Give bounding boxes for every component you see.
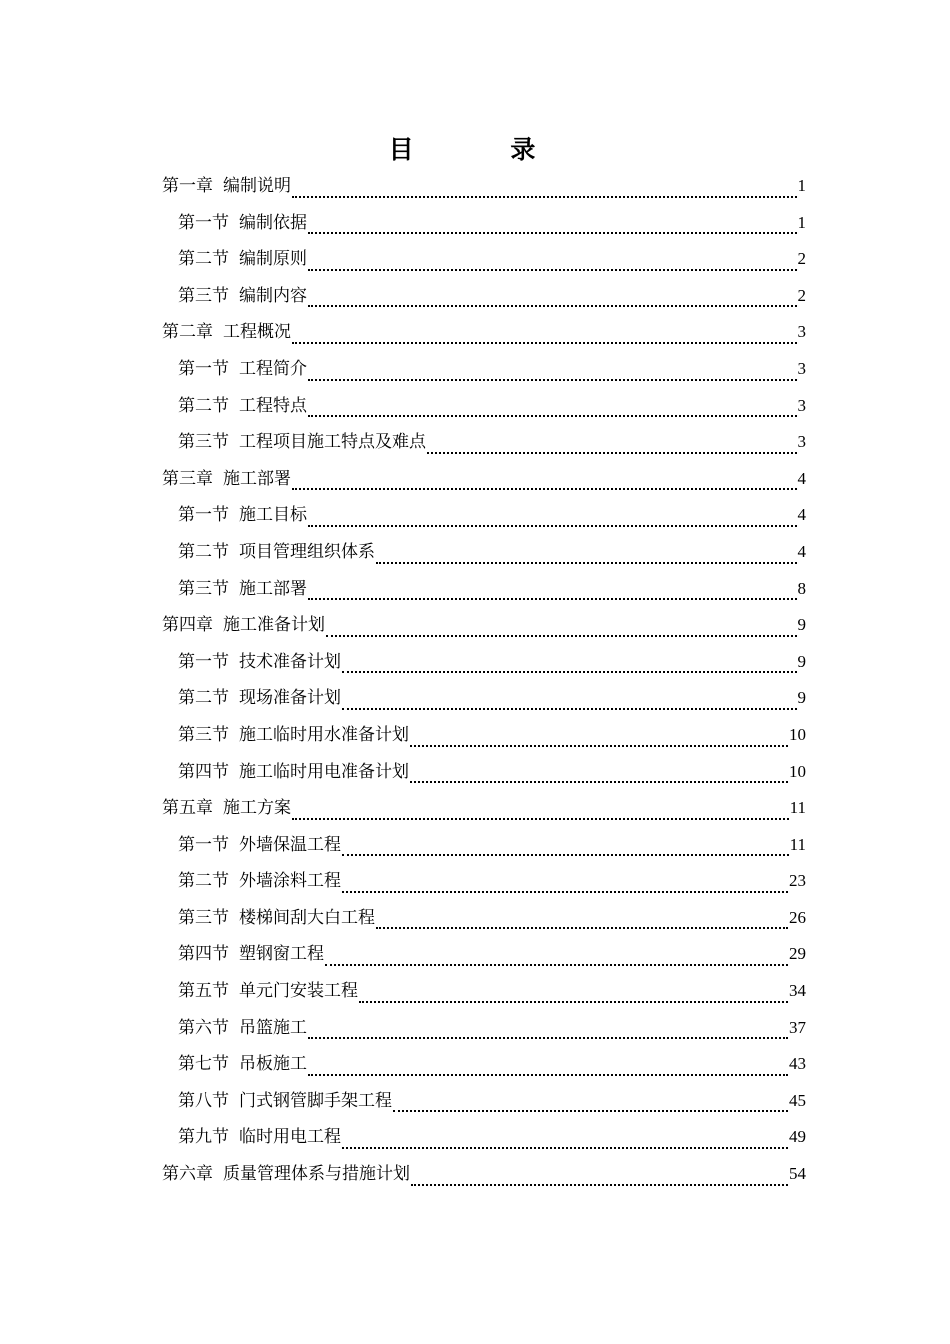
- toc-dot-leader: [308, 305, 797, 307]
- toc-chapter-entry[interactable]: [162, 1156, 806, 1193]
- toc-entry-label: [178, 241, 307, 278]
- toc-entry-label: [178, 717, 409, 754]
- toc-entry-number: 第二节: [178, 249, 229, 270]
- toc-entry-label: [178, 827, 341, 864]
- toc-page-number: 4: [797, 468, 806, 488]
- toc-entry-label: [178, 278, 307, 315]
- toc-dot-leader: [292, 818, 789, 820]
- toc-page-number: 9: [797, 615, 806, 635]
- toc-dot-leader: [325, 964, 788, 966]
- toc-entry-title: 施工临时用水准备计划: [239, 724, 409, 745]
- toc-dot-leader: [292, 488, 797, 490]
- toc-dot-leader: [342, 891, 788, 893]
- toc-page-number: 26: [789, 907, 806, 927]
- toc-entry-label: [178, 388, 307, 425]
- toc-entry-number: 第一节: [178, 212, 229, 233]
- toc-entry-title: 施工方案: [223, 798, 291, 819]
- toc-entry-title: 塑钢窗工程: [239, 944, 324, 965]
- toc-entry-number: 第一节: [178, 358, 229, 379]
- toc-page-number: 3: [797, 432, 806, 452]
- toc-chapter-entry[interactable]: [162, 790, 806, 827]
- toc-page-number: 34: [789, 981, 806, 1001]
- toc-dot-leader: [427, 452, 797, 454]
- toc-entry-label: [162, 790, 291, 827]
- toc-title: 目 录: [388, 135, 580, 164]
- toc-section-entry[interactable]: [162, 1119, 806, 1156]
- toc-page-number: 4: [797, 541, 806, 561]
- toc-entry-number: 第三节: [178, 578, 229, 599]
- toc-entry-label: [178, 863, 341, 900]
- toc-entry-title: 吊篮施工: [239, 1017, 307, 1038]
- toc-section-entry[interactable]: [162, 973, 806, 1010]
- toc-dot-leader: [342, 671, 797, 673]
- toc-entry-label: [178, 424, 426, 461]
- toc-entry-label: [178, 1046, 307, 1083]
- toc-dot-leader: [292, 342, 797, 344]
- toc-entry-title: 项目管理组织体系: [239, 541, 375, 562]
- toc-page-number: 4: [797, 505, 806, 525]
- toc-dot-leader: [342, 708, 797, 710]
- toc-entry-number: 第六节: [178, 1017, 229, 1038]
- toc-entry-label: [178, 534, 375, 571]
- toc-page-number: 10: [789, 761, 806, 781]
- toc-section-entry[interactable]: [162, 827, 806, 864]
- toc-dot-leader: [342, 1147, 788, 1149]
- toc-entry-number: 第七节: [178, 1054, 229, 1075]
- toc-section-entry[interactable]: [162, 388, 806, 425]
- toc-section-entry[interactable]: [162, 936, 806, 973]
- toc-dot-leader: [308, 525, 797, 527]
- toc-entry-title: 吊板施工: [239, 1054, 307, 1075]
- toc-entry-title: 施工准备计划: [223, 615, 325, 636]
- toc-entry-number: 第二节: [178, 395, 229, 416]
- toc-section-entry[interactable]: [162, 534, 806, 571]
- toc-entry-number: 第一章: [162, 176, 213, 196]
- toc-section-entry[interactable]: [162, 900, 806, 937]
- toc-dot-leader: [308, 1074, 788, 1076]
- toc-dot-leader: [411, 1184, 788, 1186]
- toc-section-entry[interactable]: [162, 571, 806, 608]
- toc-entry-title: 编制内容: [239, 285, 307, 306]
- toc-chapter-entry[interactable]: [162, 461, 806, 498]
- toc-entry-label: [162, 461, 291, 498]
- toc-entry-number: 第二节: [178, 541, 229, 562]
- toc-page-number: 2: [797, 285, 806, 305]
- toc-dot-leader: [359, 1001, 788, 1003]
- toc-dot-leader: [376, 927, 788, 929]
- toc-dot-leader: [308, 415, 797, 417]
- toc-entry-label: [178, 936, 324, 973]
- toc-dot-leader: [308, 379, 797, 381]
- toc-entry-label: [162, 607, 325, 644]
- toc-entry-label: [178, 205, 307, 242]
- toc-dot-leader: [308, 232, 797, 234]
- toc-page-number: 29: [789, 944, 806, 964]
- toc-page-number: 3: [797, 395, 806, 415]
- toc-entry-title: 编制依据: [239, 212, 307, 233]
- toc-entry-number: 第五章: [162, 798, 213, 819]
- toc-entry-title: 施工部署: [239, 578, 307, 599]
- toc-page-number: 11: [789, 798, 806, 818]
- toc-entry-label: [178, 754, 409, 791]
- toc-entry-title: 技术准备计划: [239, 651, 341, 672]
- toc-entry-title: 施工目标: [239, 505, 307, 526]
- toc-page-number: 54: [789, 1164, 806, 1184]
- toc-entry-title: 工程项目施工特点及难点: [239, 432, 426, 453]
- toc-entry-title: 门式钢管脚手架工程: [239, 1090, 392, 1111]
- toc-page-number: 1: [797, 212, 806, 232]
- toc-dot-leader: [410, 781, 788, 783]
- toc-page-number: 8: [797, 578, 806, 598]
- toc-section-entry[interactable]: [162, 351, 806, 388]
- toc-chapter-entry[interactable]: [162, 607, 806, 644]
- toc-entry-number: 第一节: [178, 505, 229, 526]
- toc-dot-leader: [308, 598, 797, 600]
- toc-entry-number: 第三节: [178, 432, 229, 453]
- toc-chapter-entry[interactable]: [162, 168, 806, 205]
- toc-entry-label: [178, 1010, 307, 1047]
- toc-dot-leader: [393, 1110, 788, 1112]
- toc-page-number: 23: [789, 871, 806, 891]
- toc-section-entry[interactable]: [162, 424, 806, 461]
- toc-page-number: 43: [789, 1054, 806, 1074]
- toc-entry-number: 第三节: [178, 724, 229, 745]
- toc-dot-leader: [292, 196, 797, 198]
- toc-entry-number: 第一节: [178, 834, 229, 855]
- toc-dot-leader: [326, 635, 797, 637]
- toc-dot-leader: [308, 1037, 788, 1039]
- toc-entry-label: [178, 900, 375, 937]
- toc-section-entry[interactable]: [162, 1046, 806, 1083]
- toc-entry-label: [162, 168, 291, 205]
- toc-chapter-entry[interactable]: [162, 314, 806, 351]
- toc-page-number: 9: [797, 688, 806, 708]
- toc-entry-label: [178, 973, 358, 1010]
- toc-section-entry[interactable]: [162, 1010, 806, 1047]
- toc-entry-title: 单元门安装工程: [239, 981, 358, 1002]
- toc-entry-number: 第一节: [178, 651, 229, 672]
- toc-entry-number: 第三节: [178, 285, 229, 306]
- toc-entry-title: 临时用电工程: [239, 1127, 341, 1148]
- toc-dot-leader: [308, 269, 797, 271]
- toc-section-entry[interactable]: [162, 278, 806, 315]
- toc-entry-label: [178, 1083, 392, 1120]
- toc-entry-number: 第六章: [162, 1164, 213, 1185]
- toc-entry-label: [178, 644, 341, 681]
- toc-page-number: 49: [789, 1127, 806, 1147]
- toc-entry-number: 第四节: [178, 944, 229, 965]
- toc-entry-label: [178, 571, 307, 608]
- toc-page-number: 45: [789, 1090, 806, 1110]
- toc-entry-label: [162, 314, 291, 351]
- toc-page-number: 3: [797, 358, 806, 378]
- toc-dot-leader: [376, 562, 797, 564]
- toc-entry-title: 工程特点: [239, 395, 307, 416]
- toc-section-entry[interactable]: [162, 644, 806, 681]
- toc-entry-title: 外墙保温工程: [239, 834, 341, 855]
- toc-list: [162, 168, 806, 1193]
- toc-section-entry[interactable]: [162, 863, 806, 900]
- toc-section-entry[interactable]: [162, 1083, 806, 1120]
- toc-entry-label: [178, 497, 307, 534]
- toc-entry-title: 楼梯间刮大白工程: [239, 907, 375, 928]
- toc-entry-label: [178, 680, 341, 717]
- toc-page-number: 11: [789, 834, 806, 854]
- toc-entry-number: 第二章: [162, 322, 213, 343]
- toc-entry-number: 第五节: [178, 981, 229, 1002]
- toc-entry-title: 质量管理体系与措施计划: [223, 1164, 410, 1185]
- toc-entry-number: 第四节: [178, 761, 229, 782]
- toc-page-number: 9: [797, 651, 806, 671]
- toc-entry-title: 编制说明: [223, 176, 291, 196]
- toc-page-number: 2: [797, 249, 806, 269]
- toc-dot-leader: [342, 854, 789, 856]
- toc-page-number: 1: [797, 176, 806, 195]
- toc-entry-label: [178, 351, 307, 388]
- toc-section-entry[interactable]: [162, 497, 806, 534]
- toc-entry-number: 第二节: [178, 871, 229, 892]
- toc-entry-title: 现场准备计划: [239, 688, 341, 709]
- toc-entry-title: 外墙涂料工程: [239, 871, 341, 892]
- toc-entry-number: 第九节: [178, 1127, 229, 1148]
- toc-entry-label: [162, 1156, 410, 1193]
- toc-page-number: 37: [789, 1017, 806, 1037]
- toc-section-entry[interactable]: [162, 717, 806, 754]
- toc-entry-title: 施工临时用电准备计划: [239, 761, 409, 782]
- toc-entry-number: 第八节: [178, 1090, 229, 1111]
- toc-section-entry[interactable]: [162, 680, 806, 717]
- toc-entry-title: 施工部署: [223, 468, 291, 489]
- toc-entry-title: 工程概况: [223, 322, 291, 343]
- toc-entry-number: 第三章: [162, 468, 213, 489]
- toc-page-number: 3: [797, 322, 806, 342]
- toc-entry-number: 第三节: [178, 907, 229, 928]
- toc-dot-leader: [410, 745, 788, 747]
- toc-section-entry[interactable]: [162, 241, 806, 278]
- toc-entry-number: 第四章: [162, 615, 213, 636]
- toc-entry-title: 工程简介: [239, 358, 307, 379]
- toc-entry-number: 第二节: [178, 688, 229, 709]
- toc-entry-title: 编制原则: [239, 249, 307, 270]
- toc-page-number: 10: [789, 724, 806, 744]
- toc-section-entry[interactable]: [162, 754, 806, 791]
- toc-entry-label: [178, 1119, 341, 1156]
- toc-section-entry[interactable]: [162, 205, 806, 242]
